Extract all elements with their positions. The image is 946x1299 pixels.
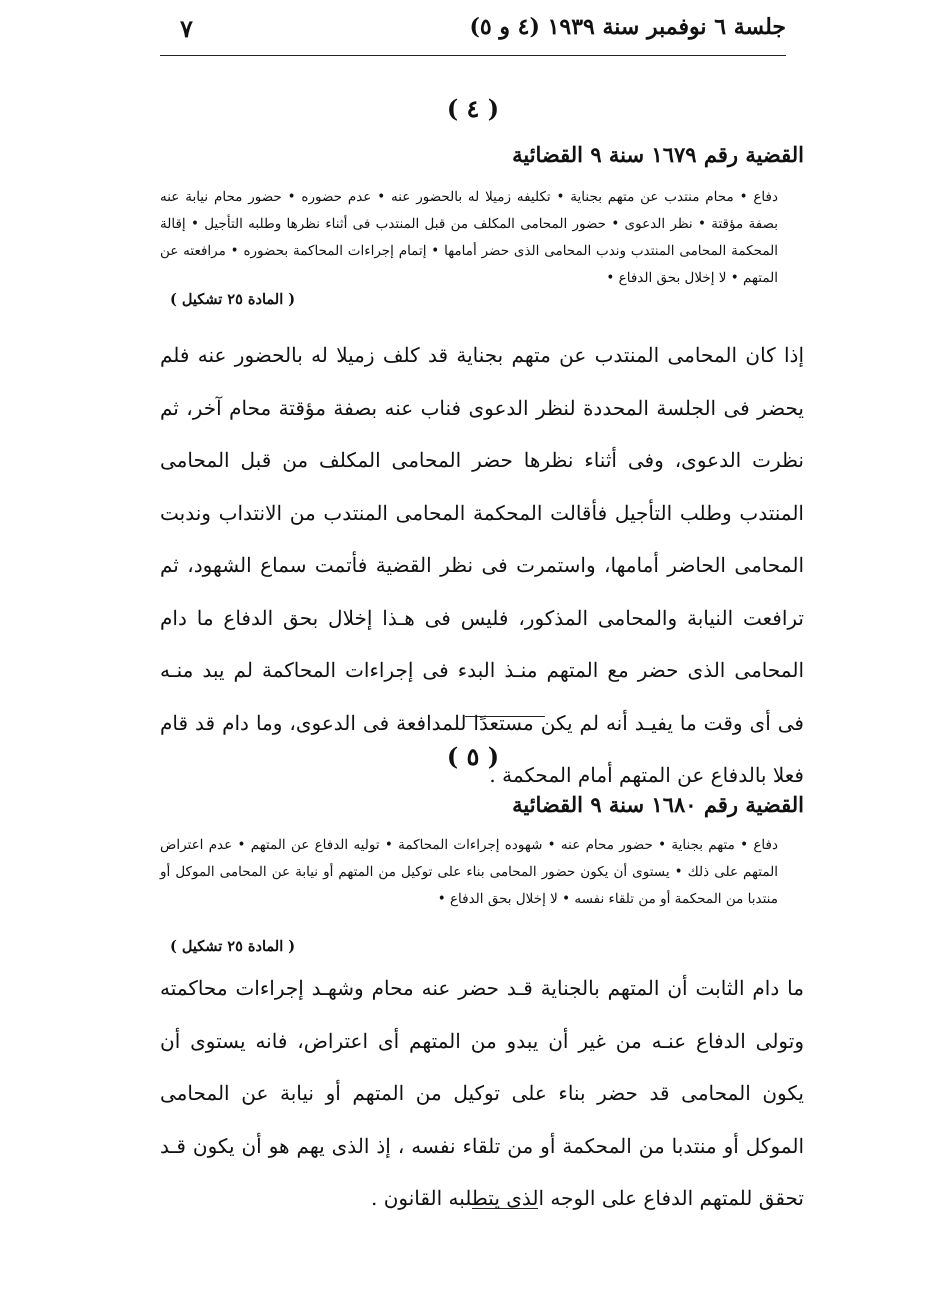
end-divider	[472, 1208, 538, 1209]
header-rule	[160, 55, 786, 56]
case-summary-5: دفاع • متهم بجناية • حضور محام عنه • شهوده إجراءات المحاكمة • توليه الدفاع عن المتهم • عدم اعتراض المتهم على ذلك • يستوى أن يكون حضور المحامى بناء على توكيل من المتهم أو نيابة عن المحامى الموكل أو منتدبا من المحكمة أو من تلقاء نفسه • لا إخلال بحق الدفاع •	[160, 837, 778, 907]
article-reference-5: ( المادة ٢٥ تشكيل )	[170, 938, 296, 955]
case-body-5: ما دام الثابت أن المتهم بالجناية قـد حضر عنه محام وشهـد إجراءات محاكمته وتولى الدفاع عنـه من غير أن يبدو من المتهم أى اعتراض، فانه يستوى أن يكون المحامى قد حضر بناء على توكيل من المتهم أو نيابة عن المحامى الموكل أو منتدبا من المحكمة أو من تلقاء نفسه ، إذ الذى يهم هو أن يكون قـد تحقق للمتهم الدفاع على الوجه الذى يتطلبه القانون .	[160, 976, 804, 1210]
page-number: ٧	[180, 14, 193, 43]
section-divider	[465, 716, 545, 717]
case-body-4: إذا كان المحامى المنتدب عن متهم بجناية قد كلف زميلا له بالحضور عنه فلم يحضر فى الجلسة المحددة لنظر الدعوى فناب عنه بصفة مؤقتة محام آخر، ثم نظرت الدعوى، وفى أثناء نظرها حضر المحامى المكلف من قبل المحامى المنتدب وطلب التأجيل فأقالت المحكمة المحامى المنتدب من الانتداب وندبت المحامى الحاضر أمامها، واستمرت فى نظر القضية فأتمت سماع الشهود، ثم ترافعت النيابة والمحامى المذكور، فليس فى هـذا إخلال بحق الدفاع ما دام المحامى الذى حضر مع المتهم منـذ البدء فى إجراءات المحاكمة لم يبد منـه فى أى وقت ما يفيـد أنه لم يكن مستعدًا للمدافعة فى الدعوى، وما دام قد قام فعلا بالدفاع عن المتهم أمام المحكمة .	[160, 343, 805, 787]
case-number-4: ( ٤ )	[446, 94, 500, 123]
article-reference-4: ( المادة ٢٥ تشكيل )	[170, 291, 296, 308]
case-title-5: القضية رقم ١٦٨٠ سنة ٩ القضائية	[512, 792, 804, 817]
case-summary-4: دفاع • محام منتدب عن متهم بجناية • تكليفه زميلا له بالحضور عنه • عدم حضوره • حضور محام نيابة عنه بصفة مؤقتة • نظر الدعوى • حضور المحامى المكلف من قبل المنتدب فى أثناء نظرها وطلبه التأجيل • إقالة المحكمة المحامى المنتدب وندب المحامى الذى حضر أمامها • إتمام إجراءات المحاكمة بحضوره • مرافعته عن المتهم • لا إخلال بحق الدفاع •	[160, 189, 778, 286]
case-title-4: القضية رقم ١٦٧٩ سنة ٩ القضائية	[512, 142, 804, 167]
running-title: جلسة ٦ نوفمبر سنة ١٩٣٩ (٤ و ٥)	[469, 14, 786, 40]
page-header	[180, 14, 786, 48]
case-number-5: ( ٥ )	[446, 742, 500, 771]
